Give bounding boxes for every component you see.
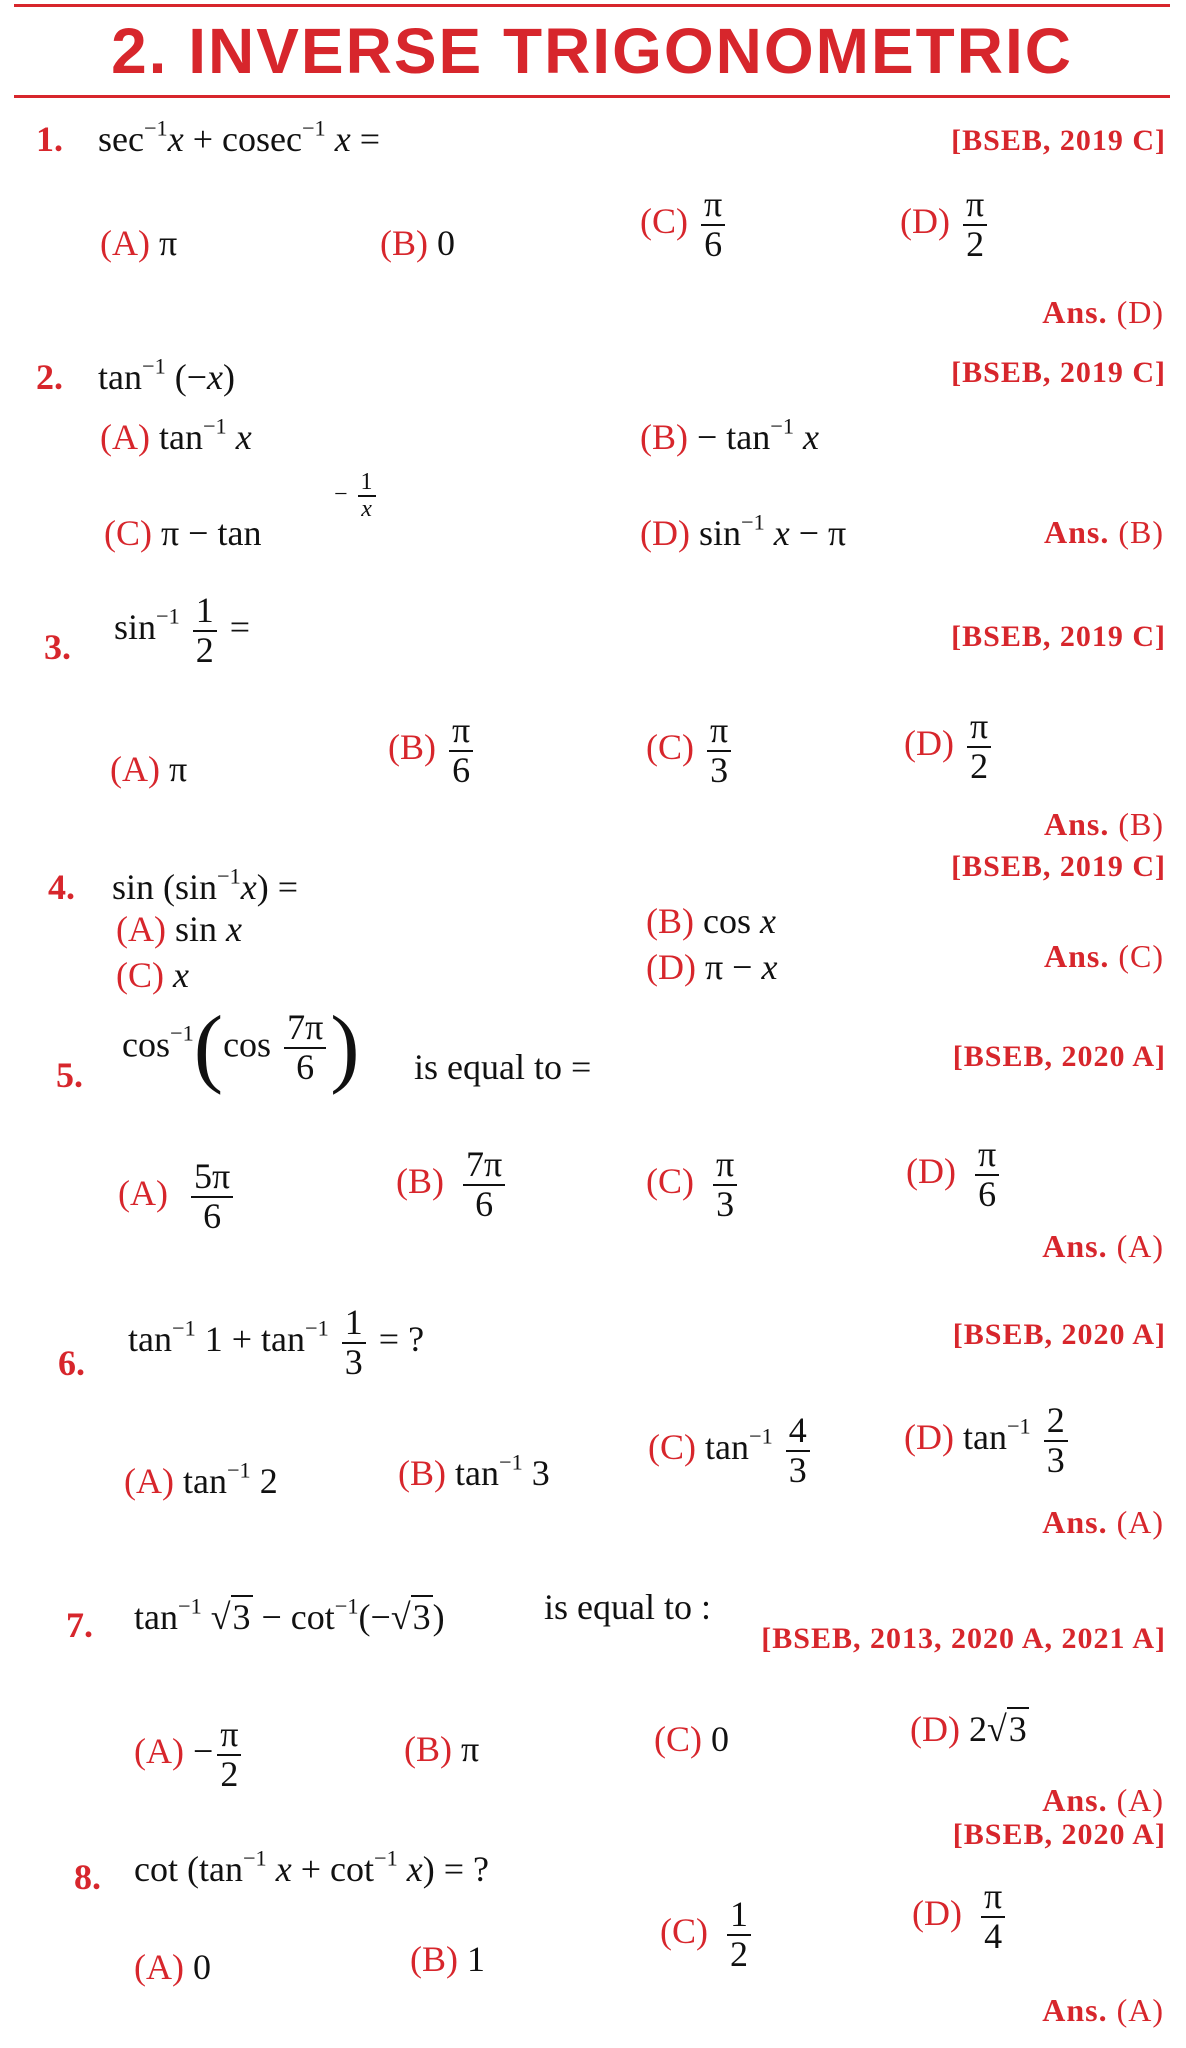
question-number: 8. xyxy=(74,1857,101,1897)
question-number: 2. xyxy=(36,357,63,397)
answer: Ans. (B) xyxy=(1043,806,1164,842)
option-b: (B) π xyxy=(404,1729,480,1769)
option-c: (C) $\frac{\pi}{3}$ xyxy=(646,1146,741,1224)
option-d: (D) $\frac{\pi}{2}$ xyxy=(904,708,995,786)
option-b: (B) $\tan^{-1} 3$ xyxy=(398,1449,550,1493)
option-d: (D) 2√3 xyxy=(910,1709,1027,1749)
answer: Ans. (C) xyxy=(1043,938,1164,974)
option-c: (C) $\frac{\pi}{3}$ xyxy=(646,712,735,790)
option-b: (B) 1 xyxy=(410,1939,485,1979)
option-c: (C) 0 xyxy=(654,1719,729,1759)
option-c: (C) x xyxy=(116,955,189,995)
source-tag: [BSEB, 2013, 2020 A, 2021 A] xyxy=(761,1622,1166,1655)
option-a: (A) $\tan^{-1} x$ xyxy=(100,413,252,457)
option-a: (A) sin x xyxy=(116,909,242,949)
question-stem-text: is equal to : xyxy=(544,1587,711,1627)
option-b: (B) $\frac{7\pi}{6}$ xyxy=(396,1146,509,1224)
question-number: 1. xyxy=(36,119,63,159)
question-stem-text: is equal to = xyxy=(414,1047,592,1087)
option-b: (B) $\frac{\pi}{6}$ xyxy=(388,712,477,790)
option-d: (D) $\frac{\pi}{4}$ xyxy=(912,1878,1009,1956)
option-c: (C) $\frac{1}{2}$ xyxy=(660,1896,755,1974)
option-a: (A) − $\frac{\pi}{2}$ xyxy=(134,1716,245,1794)
option-d: (D) $\tan^{-1}$ $\frac{2}{3}$ xyxy=(904,1402,1072,1480)
source-tag: [BSEB, 2019 C] xyxy=(951,620,1166,653)
question-number: 5. xyxy=(56,1055,83,1095)
question-stem: $\sec^{-1}x + cosec^{-1}$ x = xyxy=(98,115,380,159)
question-number: 7. xyxy=(66,1605,93,1645)
question-stem: $\tan^{-1} √3 - \cot^{-1}(-√3)$ xyxy=(134,1593,445,1637)
option-b: $(B) - \tan^{-1} x$ xyxy=(640,413,820,457)
option-c: (C) π − tan xyxy=(104,513,262,553)
source-tag: [BSEB, 2020 A] xyxy=(952,1040,1166,1073)
chapter-header xyxy=(14,4,1170,98)
option-b: (B) 0 xyxy=(380,223,455,263)
option-a: (A) $\frac{5\pi}{6}$ xyxy=(118,1158,237,1236)
source-tag: [BSEB, 2019 C] xyxy=(951,356,1166,389)
question-number: 3. xyxy=(44,627,71,667)
option-d: (D) $\frac{\pi}{2}$ xyxy=(900,186,991,264)
source-tag: [BSEB, 2020 A] xyxy=(952,1818,1166,1851)
question-stem: $\sin (\sin^{-1}x)$ = xyxy=(112,863,299,907)
option-a: (A) $\tan^{-1} 2$ xyxy=(124,1457,278,1501)
answer: Ans. (D) xyxy=(1042,294,1164,330)
option-b: (B) cos x xyxy=(646,901,776,941)
chapter-title: 2. INVERSE TRIGONOMETRIC xyxy=(111,15,1073,87)
option-a: (A) 0 xyxy=(134,1947,211,1987)
question-number: 4. xyxy=(48,867,75,907)
source-tag: [BSEB, 2019 C] xyxy=(951,124,1166,157)
answer: Ans. (A) xyxy=(1042,1504,1164,1540)
option-d: (D) $\sin^{-1} x - \pi$ xyxy=(640,509,847,553)
option-c: (C) $\frac{\pi}{6}$ xyxy=(640,186,729,264)
source-tag: [BSEB, 2020 A] xyxy=(952,1318,1166,1351)
source-tag: [BSEB, 2019 C] xyxy=(951,850,1166,883)
question-stem: $\tan^{-1} 1 + \tan^{-1}$ $\frac{1}{3}$ = ? xyxy=(128,1302,425,1382)
option-c-exponent: − $\frac{1}{x}$ xyxy=(334,470,380,522)
answer: Ans. (A) xyxy=(1042,1992,1164,2028)
question-stem: $\sin^{-1}$ $\frac{1}{2}$ = xyxy=(114,590,251,670)
answer: Ans. (B) xyxy=(1043,514,1164,550)
question-stem: $\cot (\tan^{-1}$ $x + \cot^{-1} x$) = ? xyxy=(134,1845,489,1889)
question-stem: $\cos^{-1}(\cos$ $\frac{7\pi}{6}$ ) xyxy=(122,999,360,1096)
answer: Ans. (A) xyxy=(1042,1782,1164,1818)
question-number: 6. xyxy=(58,1343,85,1383)
option-c: (C) $\tan^{-1}$ $\frac{4}{3}$ xyxy=(648,1412,814,1490)
option-a: (A) π xyxy=(110,749,188,789)
option-d: (D) $\frac{\pi}{6}$ xyxy=(906,1136,1003,1214)
answer: Ans. (A) xyxy=(1042,1228,1164,1264)
question-stem: $\tan^{-1} (-x)$ xyxy=(98,353,236,397)
option-a: (A) π xyxy=(100,223,178,263)
option-d: (D) π − x xyxy=(646,947,778,987)
